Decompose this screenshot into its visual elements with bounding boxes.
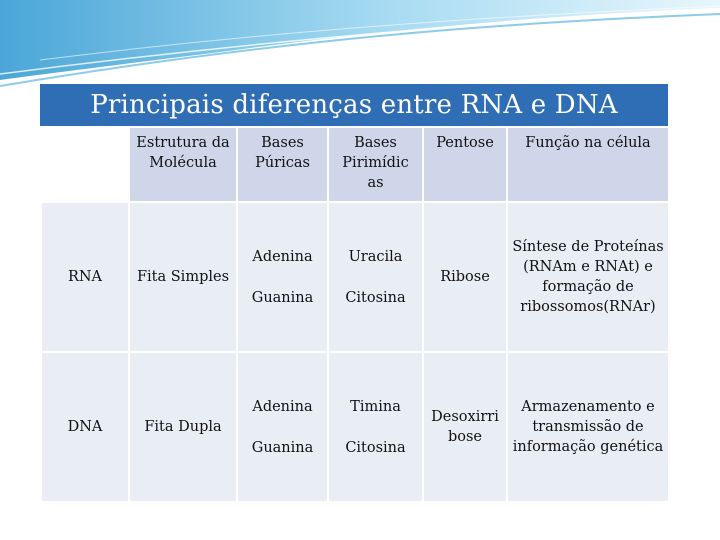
table-row-dna bbox=[41, 352, 669, 502]
rna-bases-pirimidicas bbox=[328, 202, 423, 352]
rna-funcao: Síntese de Proteínas (RNAm e RNAt) e formação de ribossomos(RNAr) bbox=[507, 202, 669, 352]
dna-bases-pirimidicas bbox=[328, 352, 423, 502]
dna-funcao: Armazenamento e transmissão de informação genética bbox=[507, 352, 669, 502]
dna-bases-puricas bbox=[237, 352, 328, 502]
rna-estrutura: Fita Simples bbox=[129, 202, 237, 352]
row-label-rna: RNA bbox=[41, 202, 129, 352]
rna-pentose: Ribose bbox=[423, 202, 507, 352]
dna-estrutura: Fita Dupla bbox=[129, 352, 237, 502]
table-row-rna bbox=[41, 202, 669, 352]
dna-purica-1: Adenina bbox=[252, 398, 313, 415]
header-funcao: Função na célula bbox=[507, 127, 669, 202]
rna-purica-1: Adenina bbox=[252, 248, 313, 265]
header-bases-pirimidicas: Bases Pirimídic as bbox=[328, 127, 423, 202]
dna-purica-2: Guanina bbox=[251, 439, 314, 456]
header-pentose: Pentose bbox=[423, 127, 507, 202]
header-row bbox=[41, 127, 669, 202]
dna-pentose: Desoxirri bose bbox=[423, 352, 507, 502]
rna-bases-puricas bbox=[237, 202, 328, 352]
rna-purica-2: Guanina bbox=[251, 289, 314, 306]
header-bases-puricas: Bases Púricas bbox=[237, 127, 328, 202]
header-estrutura: Estrutura da Molécula bbox=[129, 127, 237, 202]
rna-pirimidica-1: Uracila bbox=[348, 248, 403, 265]
page-title: Principais diferenças entre RNA e DNA bbox=[40, 84, 668, 126]
dna-pirimidica-1: Timina bbox=[350, 398, 401, 415]
row-label-dna: DNA bbox=[41, 352, 129, 502]
decorative-wave bbox=[0, 0, 720, 90]
header-empty-cell bbox=[41, 127, 129, 202]
rna-pirimidica-2: Citosina bbox=[345, 289, 406, 306]
dna-pirimidica-2: Citosina bbox=[345, 439, 406, 456]
comparison-table bbox=[40, 126, 670, 503]
